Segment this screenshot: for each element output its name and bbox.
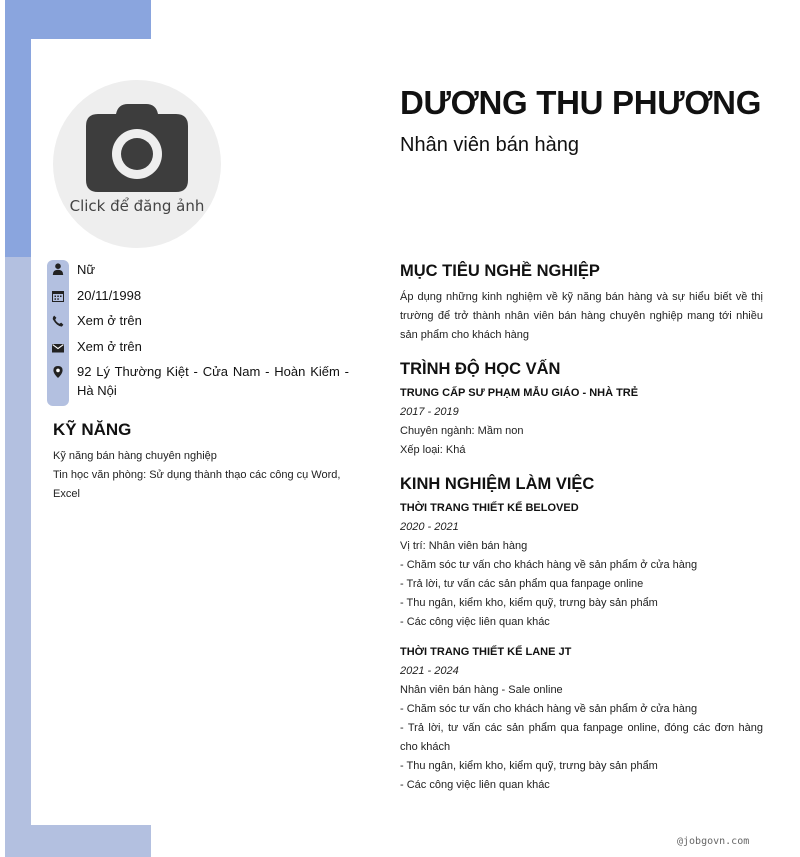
job-period: 2020 - 2021 xyxy=(400,521,459,533)
job-duty: - Các công việc liên quan khác xyxy=(400,616,550,628)
skills-list xyxy=(53,447,348,504)
email-value: Xem ở trên xyxy=(77,339,142,354)
education-rank: Xếp loại: Khá xyxy=(400,444,466,456)
calendar-icon xyxy=(52,290,64,302)
birthday-value: 20/11/1998 xyxy=(77,288,142,303)
email-icon xyxy=(52,342,64,354)
camera-icon xyxy=(86,104,188,192)
education-title: TRÌNH ĐỘ HỌC VẤN xyxy=(400,360,561,378)
job-period: 2021 - 2024 xyxy=(400,665,459,677)
skill-item: Tin học văn phòng: Sử dụng thành thạo các công cụ Word, Excel xyxy=(53,469,341,500)
experience-job-2 xyxy=(400,643,763,795)
job-title: Nhân viên bán hàng xyxy=(400,134,580,156)
job-duty: - Chăm sóc tư vấn cho khách hàng về sản phẩm ở cửa hàng xyxy=(400,559,698,571)
job-duty: - Các công việc liên quan khác xyxy=(400,779,550,791)
job-duty: - Thu ngân, kiểm kho, kiểm quỹ, trưng bày sản phẩm xyxy=(400,760,658,772)
gender-value: Nữ xyxy=(77,262,96,277)
watermark: @jobgovn.com xyxy=(677,836,750,847)
company-name: THỜI TRANG THIẾT KẾ LANE JT xyxy=(400,646,572,658)
experience-job-1 xyxy=(400,499,763,632)
person-icon xyxy=(52,263,64,275)
job-duty: - Trả lời, tư vấn các sản phẩm qua fanpage online xyxy=(400,578,644,590)
phone-icon xyxy=(52,315,64,327)
objective-text: Áp dụng những kinh nghiệm về kỹ năng bán hàng và sự hiểu biết về thị trường để trở thành nhân viên bán hàng chuyên nghiệp mang tới nhiều sản phẩm cho khách hàng xyxy=(400,291,763,341)
experience-title: KINH NGHIỆM LÀM VIỆC xyxy=(400,475,595,493)
phone-value: Xem ở trên xyxy=(77,313,142,328)
education-major: Chuyên ngành: Mầm non xyxy=(400,425,524,437)
company-name: THỜI TRANG THIẾT KẾ BELOVED xyxy=(400,502,579,514)
skills-title: KỸ NĂNG xyxy=(53,420,132,439)
education-period: 2017 - 2019 xyxy=(400,406,459,418)
job-role: Nhân viên bán hàng - Sale online xyxy=(400,684,563,696)
location-pin-icon xyxy=(52,366,64,378)
candidate-name: DƯƠNG THU PHƯƠNG xyxy=(400,84,762,121)
address-value: 92 Lý Thường Kiệt - Cửa Nam - Hoàn Kiếm - Hà Nội xyxy=(77,364,349,398)
avatar-upload[interactable] xyxy=(53,80,221,248)
job-duty: - Trả lời, tư vấn các sản phẩm qua fanpage online, đóng các đơn hàng cho khách xyxy=(400,722,763,753)
objective-title: MỤC TIÊU NGHỀ NGHIỆP xyxy=(400,262,600,280)
school-name: TRUNG CẤP SƯ PHẠM MẪU GIÁO - NHÀ TRẺ xyxy=(400,387,639,399)
job-role: Vị trí: Nhân viên bán hàng xyxy=(400,540,528,552)
job-duty: - Thu ngân, kiểm kho, kiểm quỹ, trưng bày sản phẩm xyxy=(400,597,658,609)
contact-icon-strip xyxy=(47,260,69,406)
education-block xyxy=(400,384,763,460)
photo-upload-label: Click để đăng ảnh xyxy=(69,197,205,215)
skill-item: Kỹ năng bán hàng chuyên nghiệp xyxy=(53,450,217,462)
job-duty: - Chăm sóc tư vấn cho khách hàng về sản phẩm ở cửa hàng xyxy=(400,703,698,715)
